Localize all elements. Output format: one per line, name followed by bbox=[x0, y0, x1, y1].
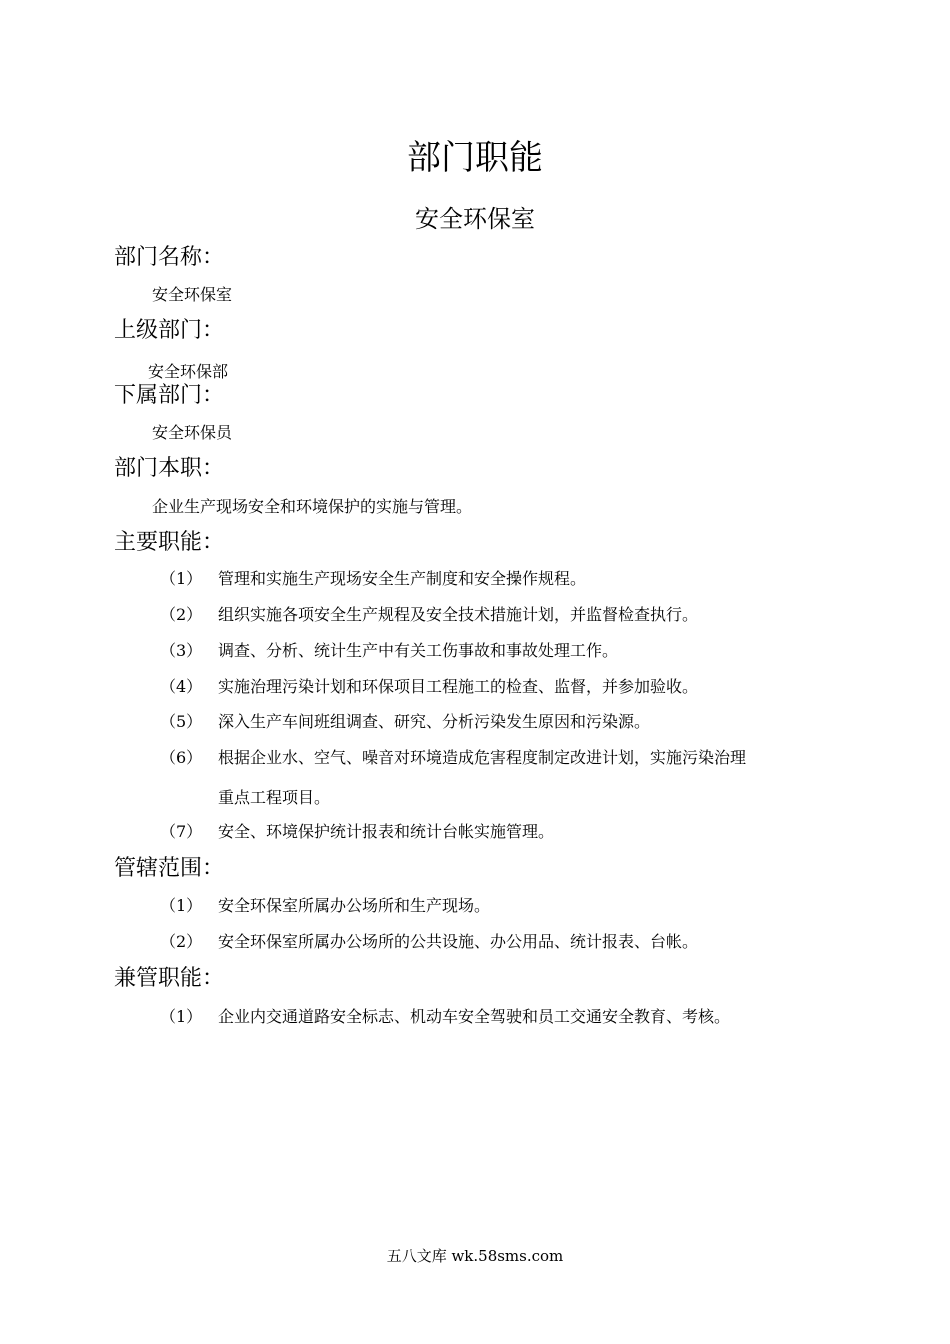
list-item: 安全环保室所属办公场所的公共设施、办公用品、统计报表、台帐。 bbox=[218, 932, 699, 951]
list-item: 安全环保室所属办公场所和生产现场。 bbox=[218, 896, 491, 915]
page-subtitle: 安全环保室 bbox=[415, 205, 535, 233]
list-item-number: （1） bbox=[160, 896, 203, 915]
subordinate-heading: 下属部门： bbox=[114, 383, 225, 408]
list-item: 组织实施各项安全生产规程及安全技术措施计划，并监督检查执行。 bbox=[218, 605, 699, 624]
list-item: 管理和实施生产现场安全生产制度和安全操作规程。 bbox=[218, 569, 587, 588]
list-item-number: （3） bbox=[160, 641, 203, 660]
duty-heading: 部门本职： bbox=[114, 456, 225, 481]
list-item-number: （2） bbox=[160, 932, 203, 951]
superior-content: 安全环保部 bbox=[148, 362, 229, 381]
concurrent-heading: 兼管职能： bbox=[114, 966, 225, 991]
page-title: 部门职能 bbox=[407, 138, 543, 178]
list-item-number: （1） bbox=[160, 569, 203, 588]
list-item: 调查、分析、统计生产中有关工伤事故和事故处理工作。 bbox=[218, 641, 619, 660]
list-item-continuation: 重点工程项目。 bbox=[218, 788, 331, 807]
list-item: 安全、环境保护统计报表和统计台帐实施管理。 bbox=[218, 822, 555, 841]
list-item: 企业内交通道路安全标志、机动车安全驾驶和员工交通安全教育、考核。 bbox=[218, 1007, 731, 1026]
footer-watermark: 五八文库 wk.58sms.com bbox=[386, 1247, 564, 1265]
list-item: 根据企业水、空气、噪音对环境造成危害程度制定改进计划，实施污染治理 bbox=[218, 748, 747, 767]
list-item-number: （4） bbox=[160, 677, 203, 696]
list-item: 深入生产车间班组调查、研究、分析污染发生原因和污染源。 bbox=[218, 712, 651, 731]
dept-name-heading: 部门名称： bbox=[114, 245, 225, 270]
jurisdiction-heading: 管辖范围： bbox=[114, 856, 225, 881]
list-item-number: （1） bbox=[160, 1007, 203, 1026]
superior-heading: 上级部门： bbox=[114, 318, 225, 343]
list-item-number: （6） bbox=[160, 748, 203, 767]
list-item-number: （5） bbox=[160, 712, 203, 731]
list-item: 实施治理污染计划和环保项目工程施工的检查、监督，并参加验收。 bbox=[218, 677, 699, 696]
dept-name-content: 安全环保室 bbox=[152, 285, 233, 304]
duty-content: 企业生产现场安全和环境保护的实施与管理。 bbox=[152, 497, 473, 516]
list-item-number: （2） bbox=[160, 605, 203, 624]
main-functions-heading: 主要职能： bbox=[114, 530, 225, 555]
list-item-number: （7） bbox=[160, 822, 203, 841]
subordinate-content: 安全环保员 bbox=[152, 423, 233, 442]
